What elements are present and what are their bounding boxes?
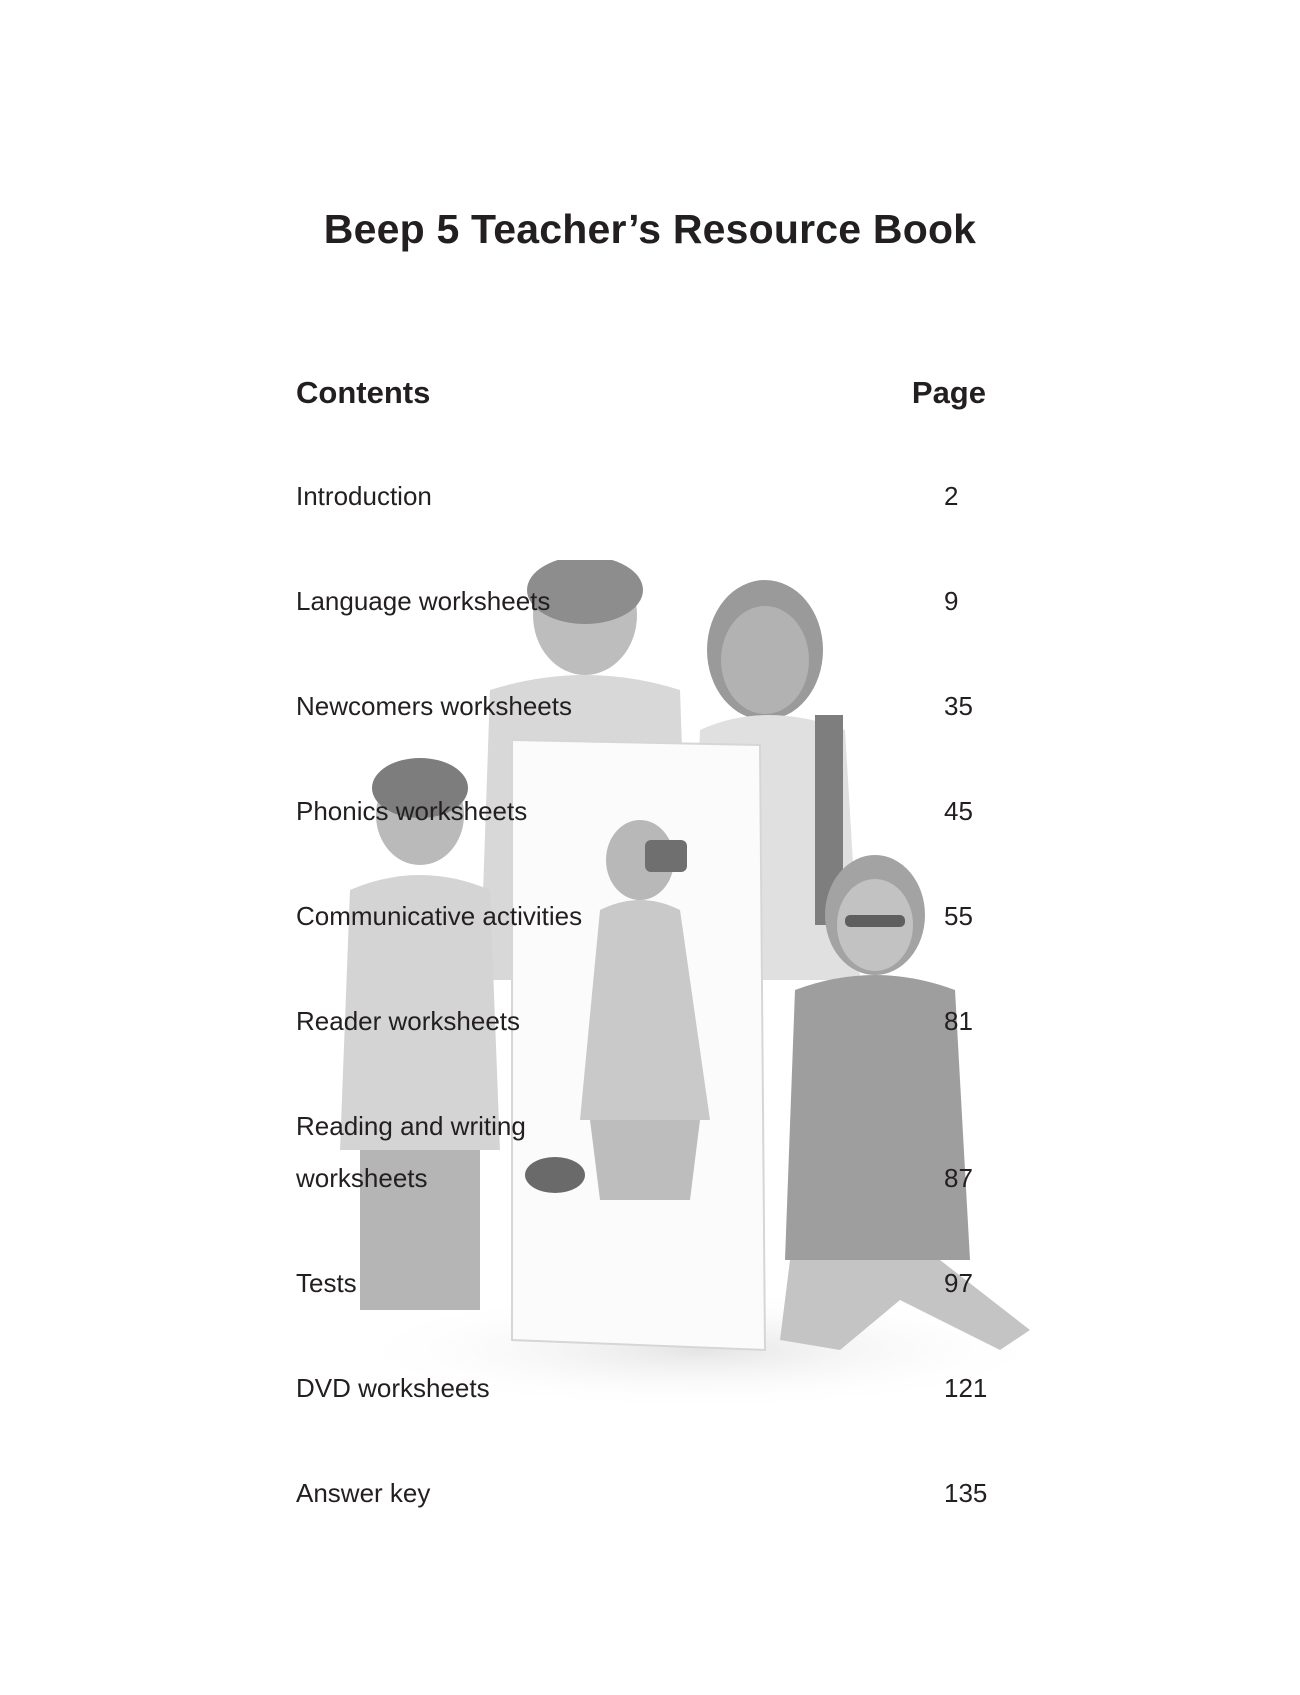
- toc-page-number: 45: [944, 796, 973, 826]
- toc-page-number: 55: [944, 901, 973, 931]
- toc-label: Tests: [296, 1268, 357, 1298]
- toc-row-dvd: [296, 1362, 996, 1414]
- toc-label: Language worksheets: [296, 586, 551, 616]
- contents-header: [296, 375, 986, 419]
- toc-row-answer-key: [296, 1467, 996, 1519]
- page-title: Beep 5 Teacher’s Resource Book: [323, 206, 977, 252]
- toc-row-introduction: [296, 470, 996, 522]
- toc-page-number: 9: [944, 586, 959, 616]
- toc-page-number: 97: [944, 1268, 973, 1298]
- toc-page-number: 135: [944, 1478, 988, 1508]
- toc-label: Reader worksheets: [296, 1006, 520, 1036]
- toc-label: DVD worksheets: [296, 1373, 490, 1403]
- toc-page-number: 2: [944, 481, 959, 511]
- toc-row-newcomers: [296, 680, 996, 732]
- toc-row-tests: [296, 1257, 996, 1309]
- toc-row-reading-writing: [296, 1100, 996, 1204]
- contents-heading: Contents: [296, 375, 431, 410]
- toc-page-number: 87: [944, 1163, 973, 1193]
- toc-label: Newcomers worksheets: [296, 691, 572, 721]
- toc-label: Introduction: [296, 481, 432, 511]
- toc-page-number: 35: [944, 691, 973, 721]
- toc-row-phonics: [296, 785, 996, 837]
- page-heading: Page: [911, 375, 986, 410]
- toc-row-reader: [296, 995, 996, 1047]
- toc-label: Phonics worksheets: [296, 796, 528, 826]
- toc-label: Reading and writing worksheets: [296, 1111, 526, 1193]
- toc-page-number: 121: [944, 1373, 988, 1403]
- toc-page-number: 81: [944, 1006, 973, 1036]
- toc-label: Answer key: [296, 1478, 431, 1508]
- toc-row-communicative: [296, 890, 996, 942]
- toc-row-language: [296, 575, 996, 627]
- toc-label: Communicative activities: [296, 901, 583, 931]
